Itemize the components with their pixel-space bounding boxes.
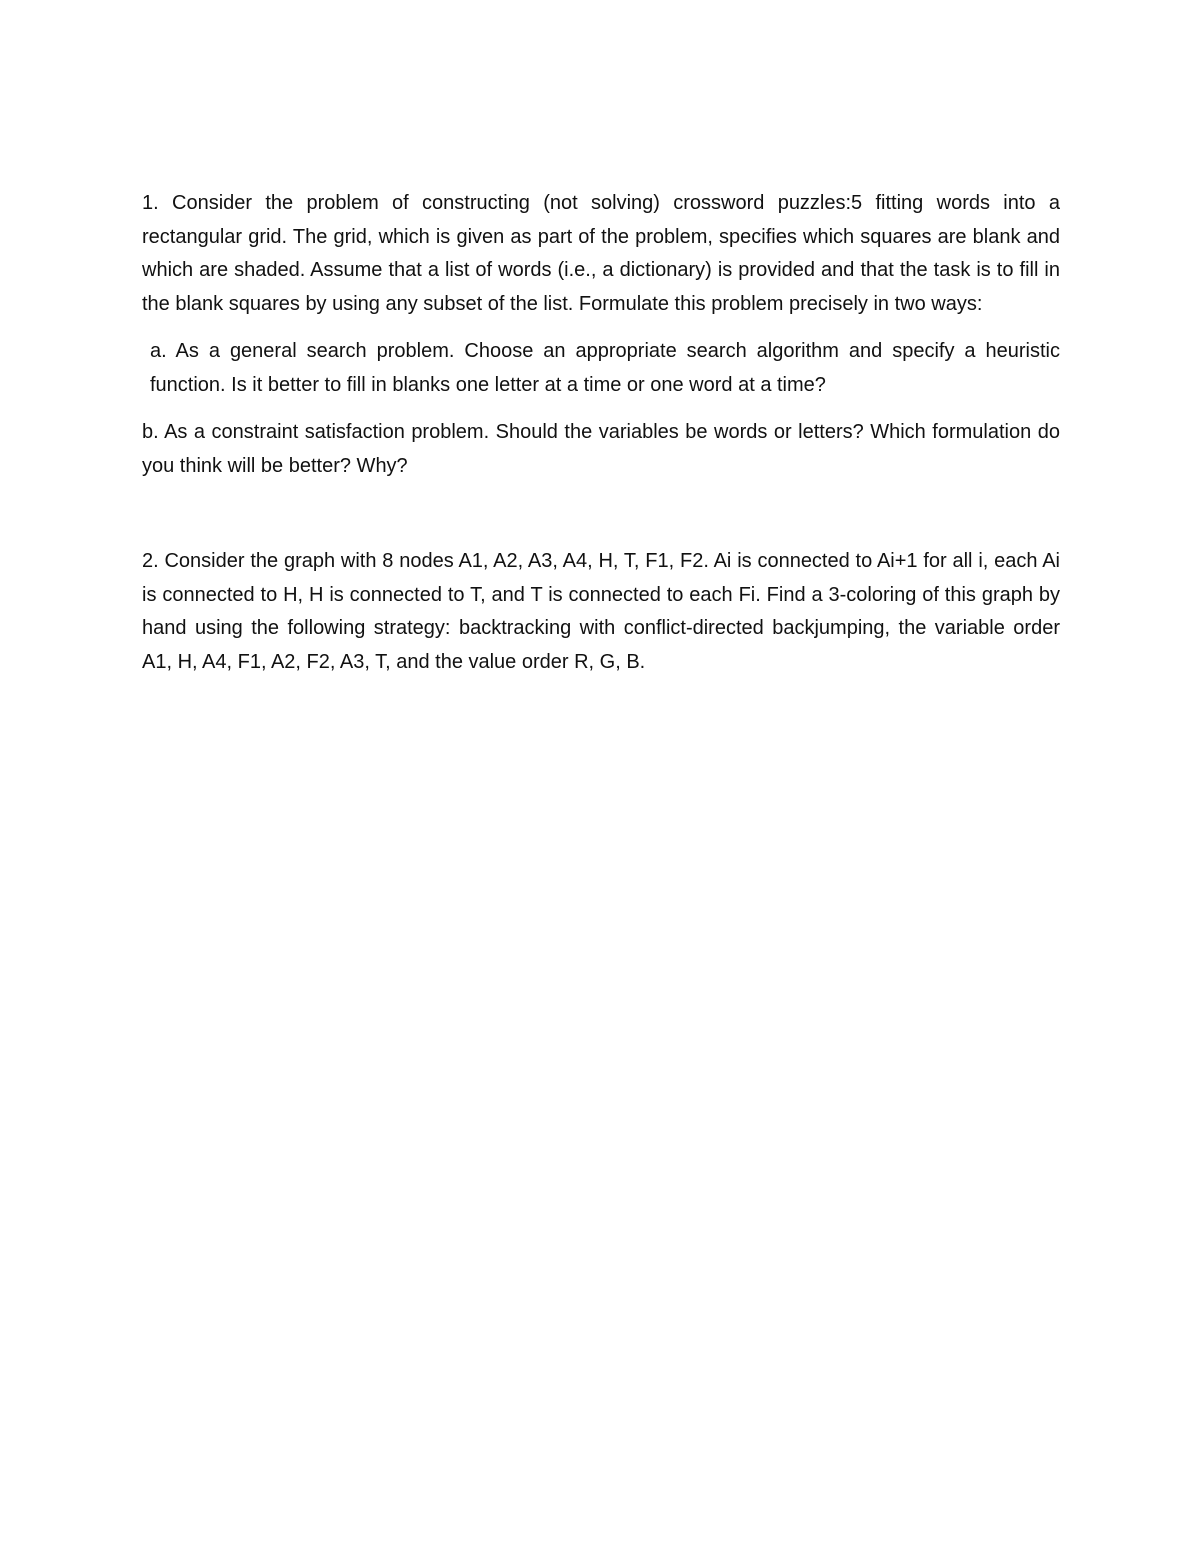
question-1-intro: 1. Consider the problem of constructing (not solving) crossword puzzles:5 fitting words into a rectangular grid. The grid, which is given as part of the problem, specifies which squares are blank and which are shaded. Assume that a list of words (i.e., a dictionary) is provided and that the task is to fill in the blank squares by using any subset of the list. Formulate this problem precisely in two ways: xyxy=(142,192,1060,315)
question-1-part-b: b. As a constraint satisfaction problem. Should the variables be words or letters? Which formulation do you think will be better? Why? xyxy=(142,421,1060,477)
document-body xyxy=(142,187,1060,679)
question-2: 2. Consider the graph with 8 nodes A1, A2, A3, A4, H, T, F1, F2. Ai is connected to Ai+1 for all i, each Ai is connected to H, H is connected to T, and T is connected to each Fi. Find a 3-coloring of this graph by hand using the following strategy: backtracking with conflict-directed backjumping, the variable order A1, H, A4, F1, A2, F2, A3, T, and the value order R, G, B. xyxy=(142,550,1060,673)
question-1-part-a: a. As a general search problem. Choose an appropriate search algorithm and specify a heuristic function. Is it better to fill in blanks one letter at a time or one word at a time? xyxy=(150,340,1060,396)
